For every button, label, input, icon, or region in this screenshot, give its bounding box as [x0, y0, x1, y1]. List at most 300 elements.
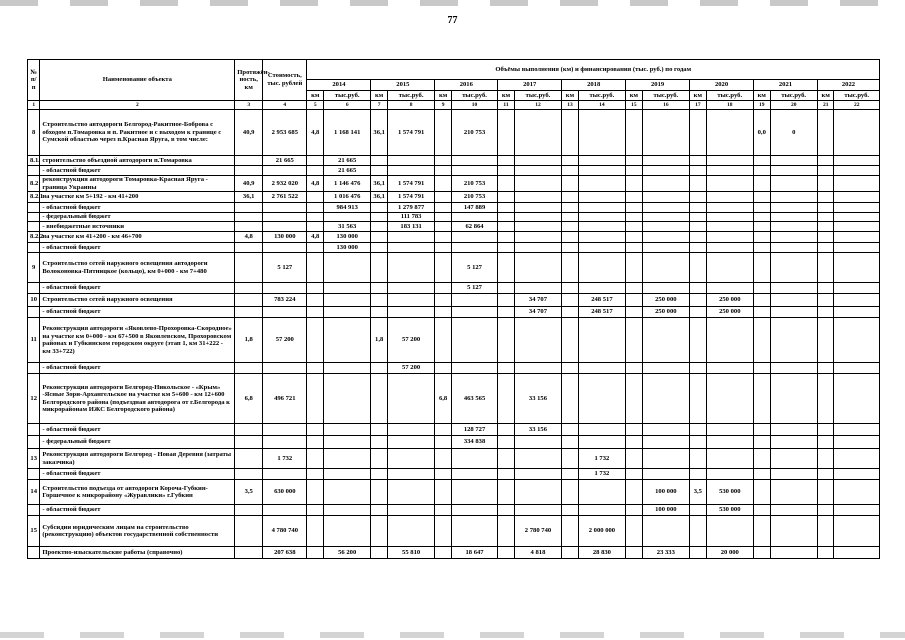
row-year-rub — [578, 253, 625, 283]
table-row — [28, 505, 880, 516]
row-year-rub — [834, 318, 880, 363]
row-year-km — [307, 480, 324, 505]
row-year-km — [754, 243, 771, 253]
row-year-rub: 4 818 — [514, 547, 561, 559]
row-year-km — [371, 424, 388, 436]
row-year-km — [562, 253, 579, 283]
row-year-km — [307, 424, 324, 436]
table-row — [28, 480, 880, 505]
table-row — [28, 449, 880, 469]
header-year: 2020 — [690, 80, 754, 91]
row-length — [235, 222, 263, 232]
row-year-km — [435, 307, 452, 318]
row-year-km — [817, 480, 834, 505]
row-year-km — [754, 222, 771, 232]
row-length — [235, 203, 263, 213]
header-column-number: 2 — [40, 101, 235, 110]
row-number: 8 — [28, 110, 40, 156]
row-year-km — [371, 547, 388, 559]
header-unit-rub: тыс.руб. — [514, 91, 561, 101]
row-year-km — [435, 363, 452, 374]
row-year-km — [307, 166, 324, 176]
row-year-km — [754, 480, 771, 505]
row-year-rub — [451, 232, 497, 243]
row-year-km — [690, 222, 707, 232]
row-year-rub — [387, 156, 434, 166]
row-year-rub: 21 665 — [323, 156, 370, 166]
row-number — [28, 505, 40, 516]
row-year-rub — [514, 232, 561, 243]
row-year-rub — [642, 192, 689, 203]
page-number: 77 — [447, 15, 458, 26]
row-year-rub: 248 517 — [578, 307, 625, 318]
row-length — [235, 424, 263, 436]
row-year-rub — [451, 156, 497, 166]
header-unit-rub: тыс.руб. — [642, 91, 689, 101]
row-year-rub: 57 200 — [387, 363, 434, 374]
row-year-rub: 130 000 — [323, 232, 370, 243]
header-column-number: 6 — [323, 101, 370, 110]
row-cost: 2 761 522 — [263, 192, 307, 203]
row-year-km — [498, 318, 515, 363]
row-year-rub — [834, 166, 880, 176]
row-year-km — [498, 374, 515, 424]
row-year-km — [817, 436, 834, 449]
row-year-rub — [578, 192, 625, 203]
row-year-rub — [770, 436, 817, 449]
row-number: 8.2.2 — [28, 232, 40, 243]
header-year: 2022 — [817, 80, 879, 91]
row-year-rub — [642, 363, 689, 374]
row-year-rub — [642, 203, 689, 213]
table-row — [28, 110, 880, 156]
row-year-km — [562, 110, 579, 156]
row-year-km — [817, 232, 834, 243]
header-column-number: 1 — [28, 101, 40, 110]
row-year-rub — [323, 318, 370, 363]
row-year-km — [626, 253, 643, 283]
row-year-km — [562, 203, 579, 213]
row-year-rub — [642, 424, 689, 436]
row-year-rub — [834, 243, 880, 253]
row-year-rub — [578, 166, 625, 176]
row-year-km — [435, 253, 452, 283]
row-year-rub — [387, 516, 434, 547]
row-year-rub — [706, 203, 753, 213]
row-year-km — [817, 424, 834, 436]
row-year-rub — [706, 424, 753, 436]
row-year-km — [754, 253, 771, 283]
row-year-km — [626, 213, 643, 222]
row-year-km — [754, 469, 771, 480]
row-object-name: на участке км 5+192 - км 41+200 — [40, 192, 235, 203]
row-number — [28, 222, 40, 232]
header-year: 2014 — [307, 80, 371, 91]
row-year-km — [307, 469, 324, 480]
row-cost — [263, 283, 307, 294]
row-year-km — [371, 469, 388, 480]
row-object-name: Проектно-изыскательские работы (справочно) — [40, 547, 235, 559]
row-year-km — [371, 283, 388, 294]
table-row — [28, 374, 880, 424]
row-year-rub: 2 000 000 — [578, 516, 625, 547]
header-year: 2019 — [626, 80, 690, 91]
header-unit-km: км — [435, 91, 452, 101]
row-year-rub — [770, 480, 817, 505]
row-number: 14 — [28, 480, 40, 505]
header-unit-km: км — [562, 91, 579, 101]
header-unit-km: км — [498, 91, 515, 101]
row-year-km — [817, 192, 834, 203]
row-year-km — [435, 203, 452, 213]
row-year-rub — [642, 166, 689, 176]
row-number — [28, 424, 40, 436]
row-year-km — [754, 318, 771, 363]
row-year-rub: 56 200 — [323, 547, 370, 559]
row-number: 8.2 — [28, 176, 40, 192]
row-year-rub — [706, 232, 753, 243]
row-year-rub — [642, 176, 689, 192]
row-year-km — [307, 547, 324, 559]
row-year-rub — [514, 176, 561, 192]
row-year-km — [626, 203, 643, 213]
row-year-rub — [451, 363, 497, 374]
row-year-rub — [706, 192, 753, 203]
row-year-km — [498, 449, 515, 469]
row-year-km — [307, 449, 324, 469]
row-year-km — [690, 374, 707, 424]
row-object-name: Строительство подъезда от автодороги Короча-Губкин-Горшечное к микрорайону «Журавлики» г.Губкин — [40, 480, 235, 505]
header-unit-rub: тыс.руб. — [706, 91, 753, 101]
row-year-km — [435, 110, 452, 156]
row-year-km — [307, 213, 324, 222]
row-year-rub — [323, 253, 370, 283]
row-year-rub — [387, 469, 434, 480]
row-year-km — [307, 243, 324, 253]
row-year-km — [435, 232, 452, 243]
row-year-km: 4,8 — [307, 110, 324, 156]
table-row — [28, 516, 880, 547]
row-year-rub: 1 574 791 — [387, 110, 434, 156]
row-length — [235, 213, 263, 222]
row-object-name: - областной бюджет — [40, 469, 235, 480]
row-year-rub — [706, 436, 753, 449]
row-year-rub — [706, 469, 753, 480]
row-year-rub — [514, 469, 561, 480]
row-year-km — [754, 424, 771, 436]
row-year-km: 4,8 — [307, 232, 324, 243]
row-year-rub — [578, 213, 625, 222]
row-object-name: - областной бюджет — [40, 283, 235, 294]
header-column-number: 9 — [435, 101, 452, 110]
row-cost: 130 000 — [263, 232, 307, 243]
row-year-km — [562, 156, 579, 166]
row-year-km — [371, 253, 388, 283]
row-year-rub — [770, 294, 817, 307]
header-unit-rub: тыс.руб. — [834, 91, 880, 101]
row-year-rub — [834, 110, 880, 156]
row-year-km — [307, 192, 324, 203]
row-year-km — [626, 243, 643, 253]
header-column-number: 10 — [451, 101, 497, 110]
row-year-rub — [514, 283, 561, 294]
row-year-km — [371, 166, 388, 176]
row-year-rub — [451, 166, 497, 176]
row-year-km — [435, 294, 452, 307]
header-column-number: 3 — [235, 101, 263, 110]
row-year-rub — [642, 283, 689, 294]
row-year-rub: 210 753 — [451, 176, 497, 192]
row-year-km — [817, 374, 834, 424]
row-cost: 630 000 — [263, 480, 307, 505]
row-year-km: 3,5 — [690, 480, 707, 505]
row-year-km — [562, 222, 579, 232]
row-length: 1,8 — [235, 318, 263, 363]
header-volumes: Объёмы выполнения (км) и финансирования (тыс. руб.) по годам — [307, 60, 880, 80]
row-cost — [263, 363, 307, 374]
row-cost: 2 953 685 — [263, 110, 307, 156]
row-year-rub — [706, 176, 753, 192]
row-year-km — [817, 294, 834, 307]
row-year-rub — [514, 222, 561, 232]
row-year-rub: 1 168 141 — [323, 110, 370, 156]
row-year-km: 36,1 — [371, 192, 388, 203]
row-year-rub — [323, 469, 370, 480]
row-year-km — [562, 436, 579, 449]
row-year-rub — [770, 307, 817, 318]
row-year-km — [754, 374, 771, 424]
row-year-rub — [514, 166, 561, 176]
table-row — [28, 436, 880, 449]
row-year-km — [817, 243, 834, 253]
table-row — [28, 243, 880, 253]
row-year-km — [754, 547, 771, 559]
header-cost: Стоимость, тыс. рублей — [263, 60, 307, 101]
row-year-km — [690, 283, 707, 294]
row-year-rub: 248 517 — [578, 294, 625, 307]
row-year-km — [498, 222, 515, 232]
row-year-km — [371, 232, 388, 243]
row-year-rub: 1 732 — [578, 449, 625, 469]
row-year-km — [371, 363, 388, 374]
row-object-name: - федеральный бюджет — [40, 436, 235, 449]
row-length — [235, 469, 263, 480]
row-year-rub — [770, 176, 817, 192]
table-row — [28, 547, 880, 559]
row-year-rub — [706, 243, 753, 253]
row-year-rub — [387, 307, 434, 318]
table-row — [28, 283, 880, 294]
row-year-km — [626, 436, 643, 449]
row-year-km — [371, 294, 388, 307]
header-unit-km: км — [626, 91, 643, 101]
row-year-rub: 463 565 — [451, 374, 497, 424]
header-year: 2017 — [498, 80, 562, 91]
row-year-rub — [834, 294, 880, 307]
row-year-rub — [770, 374, 817, 424]
row-year-km — [307, 516, 324, 547]
header-num: № п/п — [28, 60, 40, 101]
row-year-rub — [578, 156, 625, 166]
row-year-rub: 21 665 — [323, 166, 370, 176]
row-year-rub — [706, 110, 753, 156]
row-year-km — [754, 307, 771, 318]
row-year-km — [690, 424, 707, 436]
row-year-rub — [642, 469, 689, 480]
row-length — [235, 516, 263, 547]
row-year-rub — [706, 213, 753, 222]
header-unit-km: км — [371, 91, 388, 101]
row-year-km — [626, 449, 643, 469]
row-year-km — [626, 222, 643, 232]
row-year-rub: 183 131 — [387, 222, 434, 232]
header-column-number: 16 — [642, 101, 689, 110]
row-year-rub — [578, 222, 625, 232]
row-year-rub: 33 156 — [514, 374, 561, 424]
row-object-name: - областной бюджет — [40, 166, 235, 176]
row-year-km — [371, 374, 388, 424]
row-year-km — [626, 424, 643, 436]
row-year-km — [690, 156, 707, 166]
row-year-rub — [514, 156, 561, 166]
row-year-km — [435, 213, 452, 222]
header-column-number: 15 — [626, 101, 643, 110]
row-year-rub — [706, 516, 753, 547]
row-year-km — [498, 363, 515, 374]
table-row — [28, 232, 880, 243]
row-year-rub — [514, 449, 561, 469]
row-year-rub: 147 889 — [451, 203, 497, 213]
row-year-rub: 2 780 740 — [514, 516, 561, 547]
row-object-name: строительство объездной автодороги п.Томаровка — [40, 156, 235, 166]
row-year-km: 36,1 — [371, 110, 388, 156]
row-year-rub — [514, 505, 561, 516]
table-row — [28, 203, 880, 213]
row-year-rub: 111 783 — [387, 213, 434, 222]
row-year-km — [435, 505, 452, 516]
row-number — [28, 243, 40, 253]
row-year-rub — [323, 307, 370, 318]
header-unit-km: км — [817, 91, 834, 101]
row-year-km — [435, 192, 452, 203]
header-column-number: 4 — [263, 101, 307, 110]
row-year-rub: 530 000 — [706, 480, 753, 505]
row-year-km — [498, 480, 515, 505]
row-cost: 57 200 — [263, 318, 307, 363]
row-year-km — [371, 307, 388, 318]
row-year-km — [498, 203, 515, 213]
row-year-km — [371, 156, 388, 166]
row-year-rub — [770, 222, 817, 232]
row-year-km — [817, 505, 834, 516]
row-year-rub — [834, 516, 880, 547]
row-year-km — [498, 469, 515, 480]
row-number: 9 — [28, 253, 40, 283]
row-year-rub — [834, 374, 880, 424]
row-year-km — [754, 505, 771, 516]
row-number — [28, 203, 40, 213]
table-row — [28, 176, 880, 192]
row-year-km — [690, 469, 707, 480]
row-year-km — [754, 156, 771, 166]
row-cost — [263, 243, 307, 253]
row-year-rub: 210 753 — [451, 192, 497, 203]
row-year-km — [435, 547, 452, 559]
row-year-rub — [706, 449, 753, 469]
row-year-rub — [387, 283, 434, 294]
row-year-rub — [451, 294, 497, 307]
row-year-km — [626, 232, 643, 243]
row-year-rub — [642, 449, 689, 469]
header-unit-rub: тыс.руб. — [323, 91, 370, 101]
row-year-rub: 1 732 — [578, 469, 625, 480]
row-year-km — [371, 222, 388, 232]
row-cost — [263, 213, 307, 222]
row-year-rub — [451, 307, 497, 318]
header-column-number: 13 — [562, 101, 579, 110]
row-year-rub: 130 000 — [323, 243, 370, 253]
row-year-rub — [451, 516, 497, 547]
row-year-rub — [834, 436, 880, 449]
row-year-rub — [323, 424, 370, 436]
row-object-name: Строительство сетей наружного освещения — [40, 294, 235, 307]
row-year-km — [498, 213, 515, 222]
row-year-km — [626, 294, 643, 307]
row-number: 13 — [28, 449, 40, 469]
row-year-rub — [642, 436, 689, 449]
row-year-km — [307, 283, 324, 294]
header-column-number: 22 — [834, 101, 880, 110]
row-year-km — [307, 203, 324, 213]
row-year-km — [817, 156, 834, 166]
row-year-km — [817, 469, 834, 480]
row-year-km — [307, 307, 324, 318]
row-year-km — [626, 505, 643, 516]
row-year-km — [562, 294, 579, 307]
row-year-rub — [387, 294, 434, 307]
header-column-number: 21 — [817, 101, 834, 110]
header-column-number: 5 — [307, 101, 324, 110]
row-year-rub — [642, 243, 689, 253]
row-year-rub: 1 279 877 — [387, 203, 434, 213]
row-year-rub — [770, 166, 817, 176]
row-year-km — [626, 318, 643, 363]
row-year-rub — [451, 480, 497, 505]
table-row — [28, 222, 880, 232]
row-year-km — [435, 436, 452, 449]
row-length: 4,8 — [235, 232, 263, 243]
row-object-name: Реконструкция автодороги Белгород-Никольское - «Крым» -Ясные Зори-Архангельское на участке км 5+600 - км 12+600 Белгородского района (подъездная автодорога от г.Белгорода к микрорайонам ИЖС Белгородского района) — [40, 374, 235, 424]
row-year-km — [754, 176, 771, 192]
row-cost — [263, 424, 307, 436]
row-year-km — [498, 424, 515, 436]
row-number — [28, 307, 40, 318]
row-year-rub: 1 574 791 — [387, 192, 434, 203]
row-year-rub — [642, 213, 689, 222]
row-year-rub — [834, 307, 880, 318]
row-year-rub — [770, 449, 817, 469]
row-year-rub — [834, 469, 880, 480]
row-year-rub — [834, 505, 880, 516]
row-year-km — [498, 283, 515, 294]
row-year-km — [562, 424, 579, 436]
row-year-rub — [834, 547, 880, 559]
row-length — [235, 449, 263, 469]
row-year-rub — [706, 253, 753, 283]
row-year-km — [498, 156, 515, 166]
row-year-rub — [834, 449, 880, 469]
row-year-rub — [514, 213, 561, 222]
